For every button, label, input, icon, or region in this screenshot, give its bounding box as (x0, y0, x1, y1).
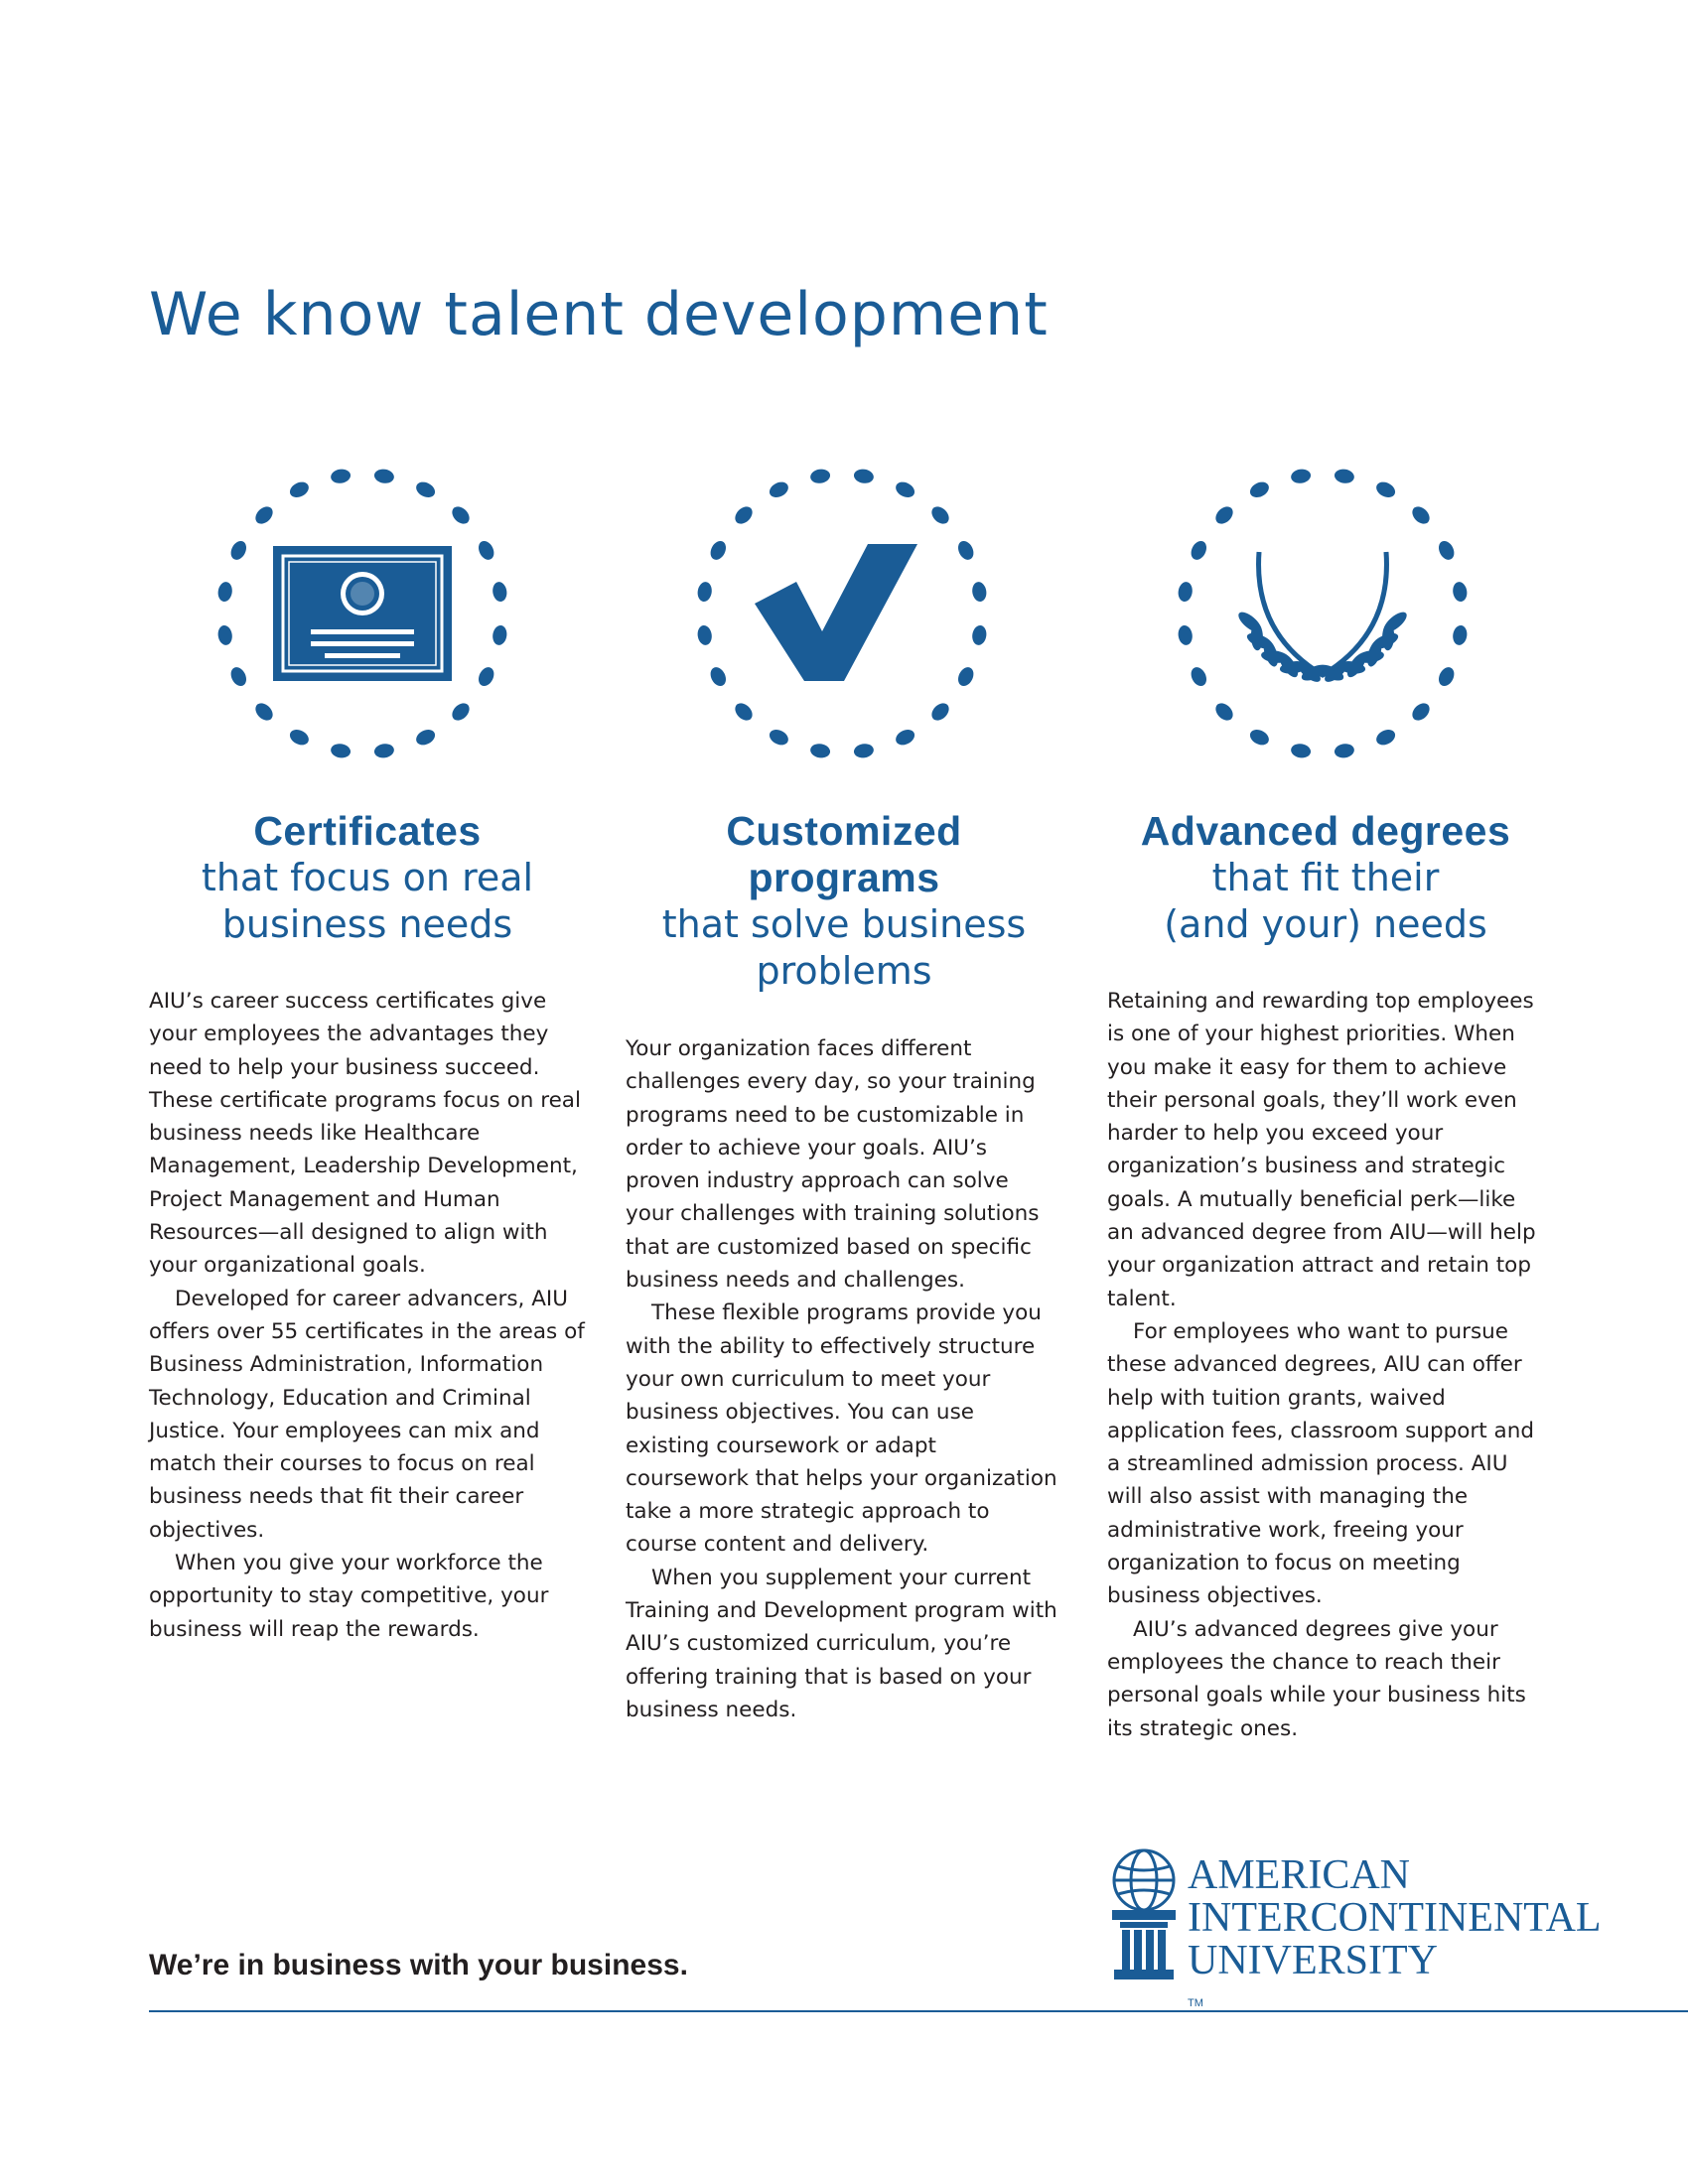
ring-dot (216, 624, 233, 646)
customized-programs-body (626, 1032, 1062, 1726)
ring-dot (1436, 538, 1458, 562)
ring-dot (414, 727, 438, 749)
ring-dot (853, 468, 875, 484)
ring-dot (732, 700, 756, 724)
ring-dot (928, 503, 952, 527)
body-paragraph: AIU’s advanced degrees give your employees the chance to reach their personal goals while your business hits its strategic ones. (1107, 1616, 1526, 1741)
certificate-icon (213, 465, 511, 762)
ring-dot (1409, 503, 1433, 527)
advanced-degrees-heading: Advanced degrees that fit their (and your) needs (1140, 808, 1511, 946)
ring-dot (492, 624, 508, 646)
checkmark-icon (693, 465, 991, 762)
ring-dot (853, 743, 875, 759)
ring-dot (1290, 743, 1312, 759)
customized-programs-heading: Customized programs that solve business problems (661, 808, 1027, 993)
ring-dot (414, 479, 438, 501)
ring-dot (894, 727, 917, 749)
ring-dot (696, 624, 713, 646)
ring-dot (1290, 468, 1312, 484)
ring-dot (476, 665, 497, 689)
body-paragraph: Your organization faces different challenges every day, so your training programs need to be customizable in order to achieve your goals. AIU’s proven industry approach can solve your challenges with training solutions that are customized based on specific business needs and challenges. (626, 1036, 1040, 1294)
body-paragraph: Retaining and rewarding top employees is one of your highest priorities. When you make it easy for them to achieve their personal goals, they’ll work even harder to help you exceed your organization’s business and strategic goals. A mutually beneficial perk—like an advanced degree from AIU—will help your organization attract and retain top talent. (1107, 989, 1536, 1311)
ring-dot (373, 468, 395, 484)
ring-dot (767, 479, 790, 501)
ring-dot (449, 700, 473, 724)
ring-dot (287, 479, 311, 501)
body-paragraph: When you give your workforce the opportunity to stay competitive, your business will reap the rewards. (149, 1551, 549, 1642)
ring-dot (373, 743, 395, 759)
ring-dot (252, 700, 276, 724)
laurel-wreath-icon (1174, 465, 1472, 762)
ring-dot (1247, 727, 1271, 749)
certificates-body (149, 985, 586, 1646)
ring-dot (971, 624, 988, 646)
ring-dot (1189, 538, 1210, 562)
ring-dot (1334, 743, 1355, 759)
aiu-logo (1100, 1844, 1602, 2009)
ring-dot (1334, 468, 1355, 484)
ring-dot (476, 538, 497, 562)
ring-dot (708, 665, 730, 689)
ring-dot (955, 665, 977, 689)
body-paragraph: Developed for career advancers, AIU offers over 55 certificates in the areas of Business Administration, Information Technology, Education and Criminal Justice. Your employees can mix and match their courses to focus on real business needs that fit their career objectives. (149, 1286, 585, 1543)
ring-dot (767, 727, 790, 749)
ring-dot (228, 665, 250, 689)
ring-dot (287, 727, 311, 749)
ring-dot (708, 538, 730, 562)
footer-divider (149, 2010, 1688, 2012)
ring-dot (1374, 479, 1398, 501)
ring-dot (732, 503, 756, 527)
ring-dot (330, 743, 352, 759)
ring-dot (1212, 503, 1236, 527)
ring-dot (1409, 700, 1433, 724)
body-paragraph: These flexible programs provide you with the ability to effectively structure your own curriculum to meet your business objectives. You can use existing coursework or adapt coursework that helps your organization take a more strategic approach to course content and delivery. (626, 1300, 1057, 1558)
globe-column-icon (1100, 1844, 1190, 1983)
ring-dot (955, 538, 977, 562)
body-paragraph: When you supplement your current Training and Development program with AIU’s customized curriculum, you’re offering training that is based on your business needs. (626, 1565, 1057, 1722)
ring-dot (492, 581, 508, 603)
ring-dot (228, 538, 250, 562)
ring-dot (696, 581, 713, 603)
ring-dot (894, 479, 917, 501)
footer-tagline: We’re in business with your business. (149, 1949, 688, 1981)
ring-dot (1189, 665, 1210, 689)
certificates-heading: Certificates that focus on real business needs (201, 808, 534, 946)
ring-dot (1177, 581, 1194, 603)
advanced-degrees-body (1107, 985, 1544, 1745)
body-paragraph: AIU’s career success certificates give your employees the advantages they need to help your business succeed. These certificate programs focus on real business needs like Healthcare Management, Leadership Development, Project Management and Human Resources—all designed to align with your organizational goals. (149, 989, 581, 1279)
ring-dot (1212, 700, 1236, 724)
ring-dot (330, 468, 352, 484)
ring-dot (1436, 665, 1458, 689)
page-title: We know talent development (149, 280, 1049, 349)
ring-dot (809, 468, 831, 484)
body-paragraph: For employees who want to pursue these advanced degrees, AIU can offer help with tuition grants, waived application fees, classroom support and a streamlined admission process. AIU will also assist with managing the administrative work, freeing your organization to focus on meeting business objectives. (1107, 1318, 1534, 1609)
ring-dot (1177, 624, 1194, 646)
logo-wordmark: AMERICAN INTERCONTINENTAL UNIVERSITY TM (1188, 1852, 1602, 2009)
ring-dot (216, 581, 233, 603)
ring-dot (1374, 727, 1398, 749)
ring-dot (928, 700, 952, 724)
ring-dot (252, 503, 276, 527)
ring-dot (1452, 581, 1469, 603)
ring-dot (971, 581, 988, 603)
ring-dot (1247, 479, 1271, 501)
ring-dot (1452, 624, 1469, 646)
ring-dot (809, 743, 831, 759)
ring-dot (449, 503, 473, 527)
